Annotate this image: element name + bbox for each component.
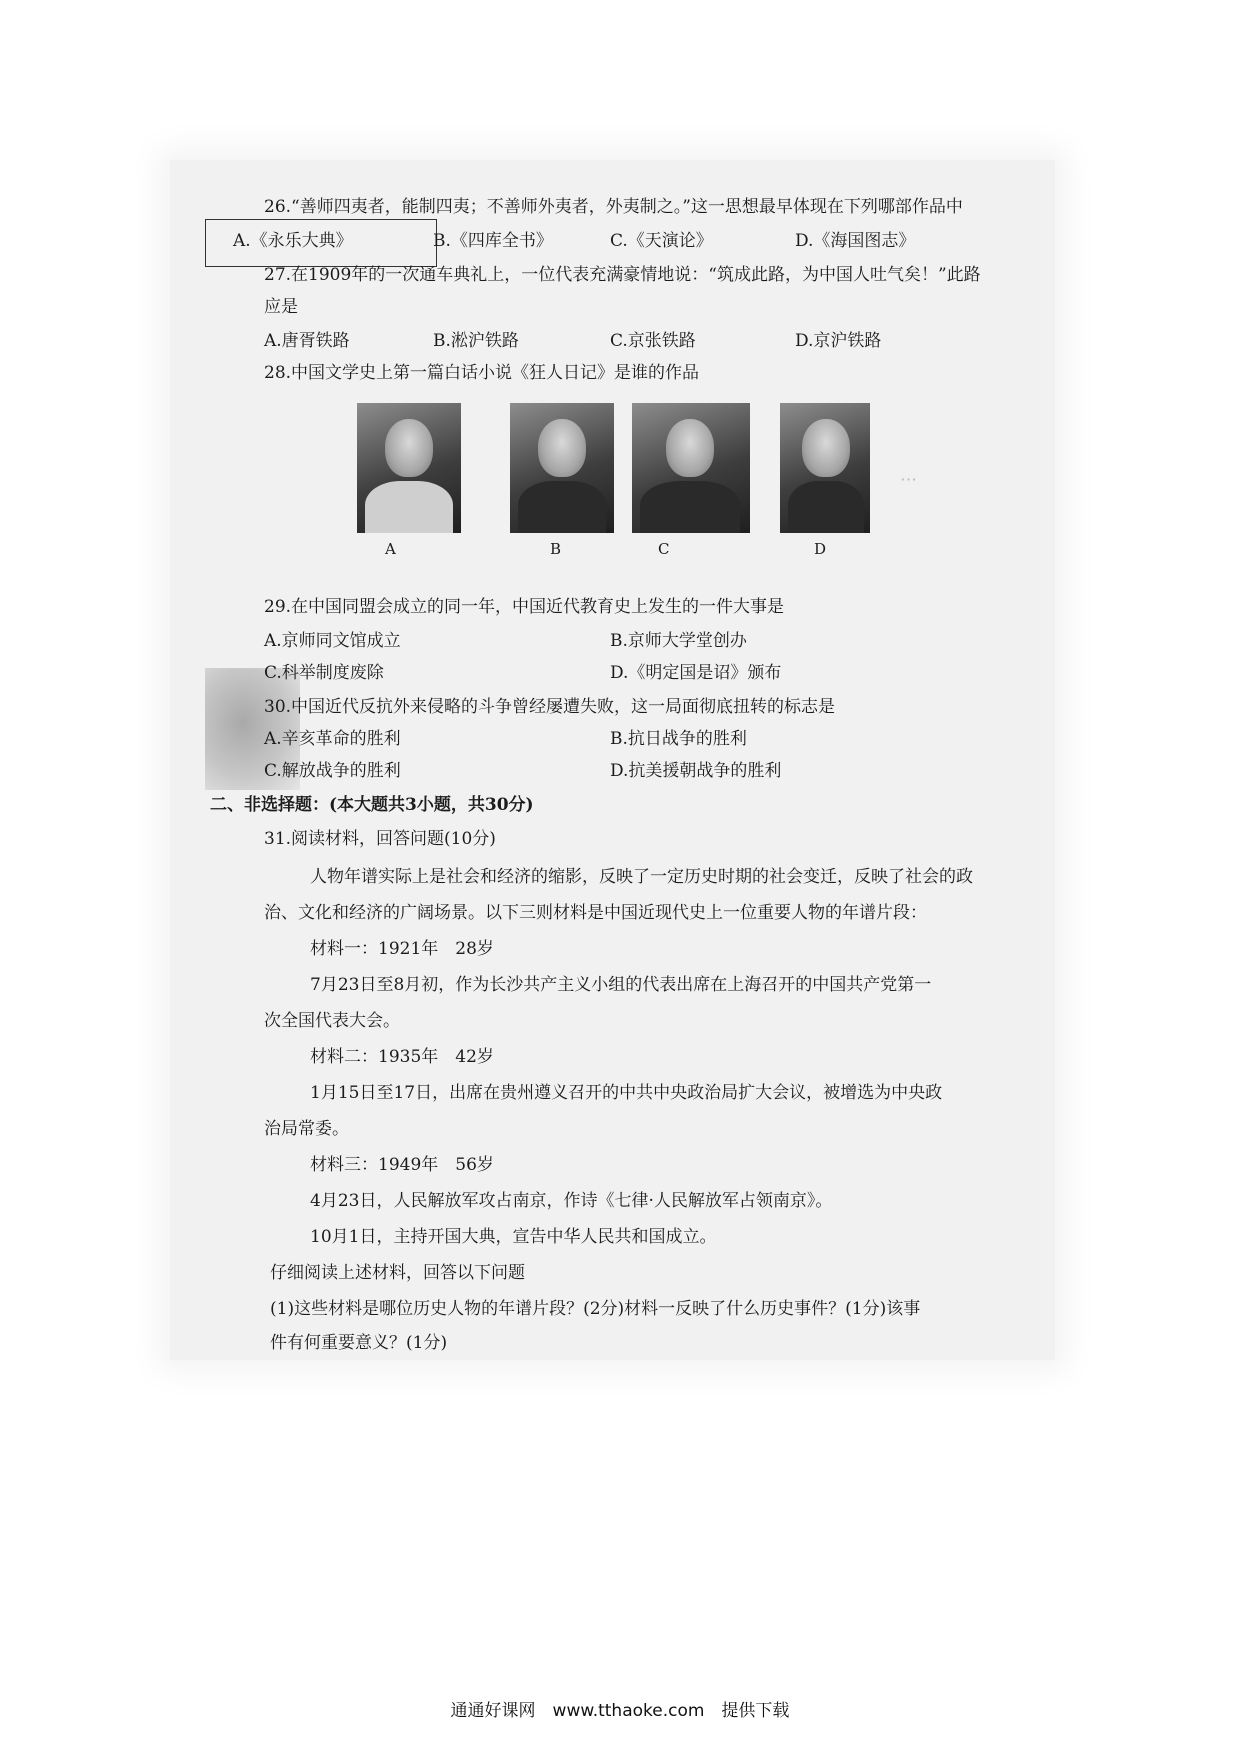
q29-stem: 29.在中国同盟会成立的同一年，中国近代教育史上发生的一件大事是 bbox=[264, 597, 785, 617]
material-1-heading: 材料一：1921年 28岁 bbox=[310, 939, 494, 959]
q31-stem: 31.阅读材料，回答问题(10分) bbox=[264, 829, 496, 849]
q29-option-a: A.京师同文馆成立 bbox=[264, 631, 401, 651]
q26-option-b: B.《四库全书》 bbox=[433, 231, 553, 251]
q31-sub1-line-1: (1)这些材料是哪位历史人物的年谱片段？(2分)材料一反映了什么历史事件？(1分)该事 bbox=[270, 1299, 921, 1319]
q26-option-a: A.《永乐大典》 bbox=[233, 231, 353, 251]
q27-option-c: C.京张铁路 bbox=[610, 331, 696, 351]
q29-option-c: C.科举制度废除 bbox=[264, 663, 384, 683]
q31-prompt: 仔细阅读上述材料，回答以下问题 bbox=[270, 1263, 525, 1283]
q29-option-b: B.京师大学堂创办 bbox=[610, 631, 747, 651]
q31-intro-line-2: 治、文化和经济的广阔场景。以下三则材料是中国近现代史上一位重要人物的年谱片段： bbox=[264, 903, 927, 923]
photo-label-a: A bbox=[385, 540, 396, 558]
material-2-heading: 材料二：1935年 42岁 bbox=[310, 1047, 494, 1067]
q30-option-b: B.抗日战争的胜利 bbox=[610, 729, 747, 749]
q26-option-c: C.《天演论》 bbox=[610, 231, 713, 251]
q30-option-c: C.解放战争的胜利 bbox=[264, 761, 401, 781]
portrait-photo-b bbox=[510, 403, 614, 533]
q30-option-d: D.抗美援朝战争的胜利 bbox=[610, 761, 782, 781]
material-1-line-1: 7月23日至8月初，作为长沙共产主义小组的代表出席在上海召开的中国共产党第一 bbox=[310, 975, 932, 995]
portrait-photo-c bbox=[632, 403, 750, 533]
material-2-line-1: 1月15日至17日，出席在贵州遵义召开的中共中央政治局扩大会议，被增选为中央政 bbox=[310, 1083, 943, 1103]
q27-option-b: B.淞沪铁路 bbox=[433, 331, 519, 351]
material-3-line-2: 10月1日，主持开国大典，宣告中华人民共和国成立。 bbox=[310, 1227, 717, 1247]
q27-stem-cont: 应是 bbox=[264, 297, 298, 317]
footer-watermark: 通通好课网 www.tthaoke.com 提供下载 bbox=[450, 1701, 790, 1721]
photo-label-b: B bbox=[550, 540, 562, 558]
section-2-title: 二、非选择题：(本大题共3小题，共30分) bbox=[210, 795, 534, 815]
q26-stem: 26.“善师四夷者，能制四夷；不善师外夷者，外夷制之。”这一思想最早体现在下列哪部作品中 bbox=[264, 197, 963, 217]
material-3-heading: 材料三：1949年 56岁 bbox=[310, 1155, 494, 1175]
q29-option-d: D.《明定国是诏》颁布 bbox=[610, 663, 782, 683]
portrait-photo-d bbox=[780, 403, 870, 533]
q31-intro-line-1: 人物年谱实际上是社会和经济的缩影，反映了一定历史时期的社会变迁，反映了社会的政 bbox=[310, 867, 973, 887]
material-2-line-2: 治局常委。 bbox=[264, 1119, 349, 1139]
photo-label-c: C bbox=[658, 540, 670, 558]
bleed-through-mark: ⋯ bbox=[900, 470, 917, 490]
q27-stem: 27.在1909年的一次通车典礼上，一位代表充满豪情地说：“筑成此路，为中国人吐气矣！”此路 bbox=[264, 265, 981, 285]
q31-sub1-line-2: 件有何重要意义？(1分) bbox=[270, 1333, 448, 1353]
q30-option-a: A.辛亥革命的胜利 bbox=[264, 729, 401, 749]
q30-stem: 30.中国近代反抗外来侵略的斗争曾经屡遭失败，这一局面彻底扭转的标志是 bbox=[264, 697, 836, 717]
q28-stem: 28.中国文学史上第一篇白话小说《狂人日记》是谁的作品 bbox=[264, 363, 700, 383]
photo-label-d: D bbox=[814, 540, 827, 558]
q27-option-a: A.唐胥铁路 bbox=[264, 331, 350, 351]
material-3-line-1: 4月23日，人民解放军攻占南京，作诗《七律·人民解放军占领南京》。 bbox=[310, 1191, 833, 1211]
q27-option-d: D.京沪铁路 bbox=[795, 331, 882, 351]
material-1-line-2: 次全国代表大会。 bbox=[264, 1011, 400, 1031]
q26-option-d: D.《海国图志》 bbox=[795, 231, 916, 251]
portrait-photo-a bbox=[357, 403, 461, 533]
